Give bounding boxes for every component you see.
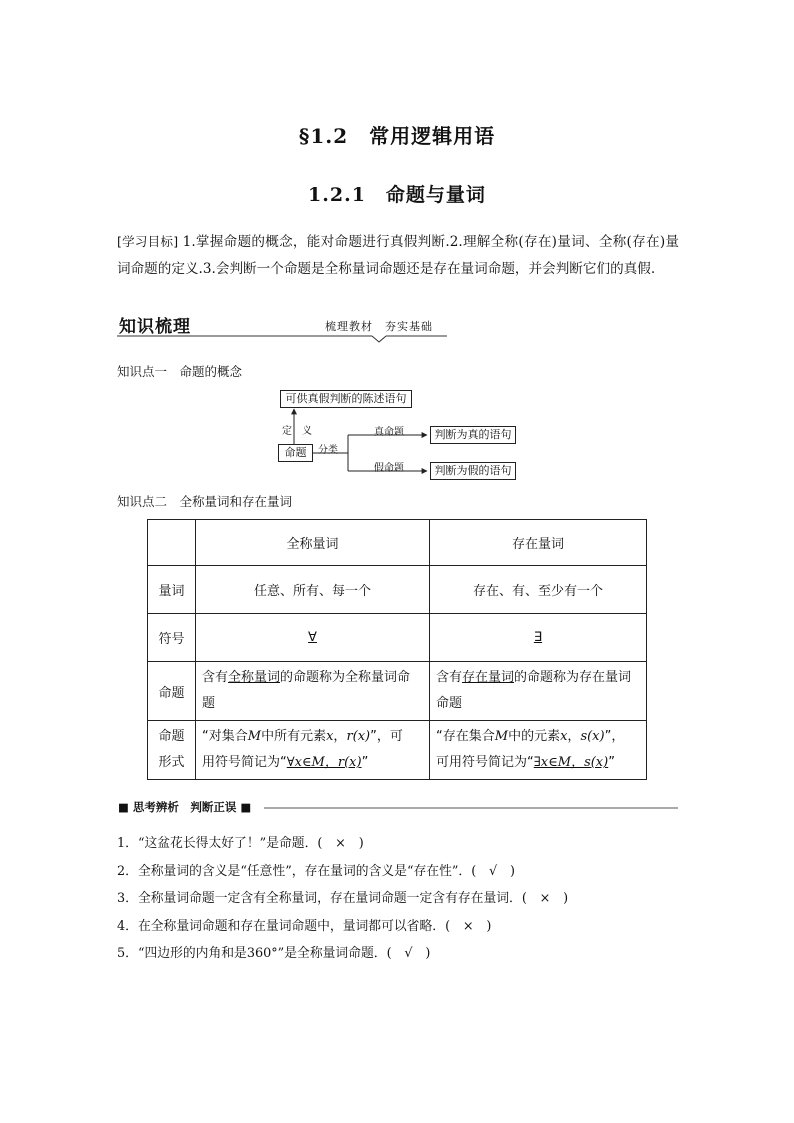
learning-goals — [117, 228, 679, 283]
section-title: §1.2 常用逻辑用语 — [298, 124, 496, 148]
math-var: M — [494, 729, 509, 744]
existential-quantifiers: 存在、有、至少有一个 — [430, 566, 647, 614]
text-fragment: ” — [361, 755, 369, 770]
math-var: M — [247, 729, 262, 744]
subsection-title: 1.2.1 命题与量词 — [308, 184, 486, 206]
header-universal: 全称量词 — [196, 520, 430, 566]
think-divider — [264, 807, 678, 809]
question-2: 2．全称量词的含义是“任意性”，存在量词的含义是“存在性”．( √ ) — [117, 864, 515, 879]
math-var: r(x) — [346, 729, 371, 744]
think-judge-label: ■ 思考辨析 判断正误 ■ — [118, 800, 252, 814]
text-fragment: “存在集合 — [436, 729, 495, 744]
universal-notation: ∀x∈M，r(x) — [286, 755, 362, 770]
knowledge-section-heading: 知识梳理 — [119, 317, 191, 337]
text-fragment: ” — [608, 755, 615, 770]
knowledge-point-1-label: 知识点一 命题的概念 — [117, 364, 243, 379]
question-4: 4．在全称量词命题和存在量词命题中，量词都可以省略．( × ) — [117, 919, 492, 934]
universal-symbol-cell — [196, 614, 430, 662]
math-var: x — [560, 729, 568, 744]
definition-label: 定 义 — [282, 426, 312, 437]
underlined-term: 存在量词 — [462, 670, 515, 685]
existential-symbol: ∃ — [533, 630, 543, 645]
knowledge-point-2-label: 知识点二 全称量词和存在量词 — [117, 494, 293, 509]
knowledge-section-header — [117, 310, 447, 344]
existential-form — [430, 721, 647, 780]
judged-true-box: 判断为真的语句 — [430, 426, 516, 444]
text-fragment: 的命题称为全称量词命题 — [202, 670, 411, 711]
knowledge-section-subheading: 梳理教材 夯实基础 — [325, 320, 433, 333]
universal-symbol: ∀ — [308, 630, 317, 645]
false-proposition-label: 假命题 — [374, 463, 404, 474]
question-3: 3．全称量词命题一定含有全称量词，存在量词命题一定含有存在量词．( × ) — [117, 891, 569, 906]
math-var: s(x) — [580, 729, 605, 744]
table-row-quantifier — [148, 566, 647, 614]
text-fragment: “对集合 — [202, 729, 248, 744]
text-fragment: ， — [567, 729, 581, 744]
learning-goals-tag: [学习目标] — [117, 234, 179, 249]
learning-goals-text: 1.掌握命题的概念，能对命题进行真假判断.2.理解全称(存在)量词、全称(存在)量词命题的定义.3.会判断一个命题是全称量词命题还是存在量词命题，并会判断它们的真假. — [117, 234, 679, 277]
row-label-quantifier: 量词 — [148, 566, 196, 614]
text-fragment: 含有 — [436, 670, 463, 685]
judged-false-box: 判断为假的语句 — [430, 462, 516, 480]
table-row-symbol — [148, 614, 647, 662]
table-header-row — [148, 520, 647, 566]
table-row-proposition — [148, 662, 647, 721]
row-label-symbol: 符号 — [148, 614, 196, 662]
definition-box: 可供真假判断的陈述语句 — [280, 390, 412, 408]
row-label-form-line1: 命题 — [158, 729, 185, 744]
proposition-box: 命题 — [278, 444, 313, 462]
text-fragment: 含有 — [202, 670, 229, 685]
universal-form — [196, 721, 430, 780]
proposition-diagram — [270, 385, 530, 485]
text-fragment: 中的元素 — [508, 729, 561, 744]
existential-proposition-def — [430, 662, 647, 721]
text-fragment: 用符号简记为“ — [202, 755, 287, 770]
row-label-form — [148, 721, 196, 780]
row-label-form-line2: 形式 — [158, 755, 185, 770]
text-fragment: ”， — [604, 729, 625, 744]
row-label-proposition: 命题 — [148, 662, 196, 721]
table-corner-cell — [148, 520, 196, 566]
classify-label: 分类 — [318, 445, 338, 456]
text-fragment: 的命题称为存在量词命题 — [436, 670, 632, 711]
existential-symbol-cell — [430, 614, 647, 662]
think-judge-header — [118, 798, 678, 818]
question-5: 5．“四边形的内角和是360°”是全称量词命题．( √ ) — [117, 946, 431, 961]
true-proposition-label: 真命题 — [374, 427, 404, 438]
text-fragment: ”，可 — [370, 729, 403, 744]
text-fragment: ， — [333, 729, 347, 744]
underlined-term: 全称量词 — [228, 670, 281, 685]
quantifier-table — [147, 519, 647, 780]
universal-quantifiers: 任意、所有、每一个 — [196, 566, 430, 614]
table-row-form — [148, 721, 647, 780]
text-fragment: 可用符号简记为“ — [436, 755, 534, 770]
text-fragment: 中所有元素 — [261, 729, 327, 744]
universal-proposition-def — [196, 662, 430, 721]
existential-notation: ∃x∈M，s(x) — [533, 755, 609, 770]
header-existential: 存在量词 — [430, 520, 647, 566]
math-var: x — [326, 729, 334, 744]
question-1: 1．“这盆花长得太好了！”是命题．( × ) — [117, 836, 364, 851]
